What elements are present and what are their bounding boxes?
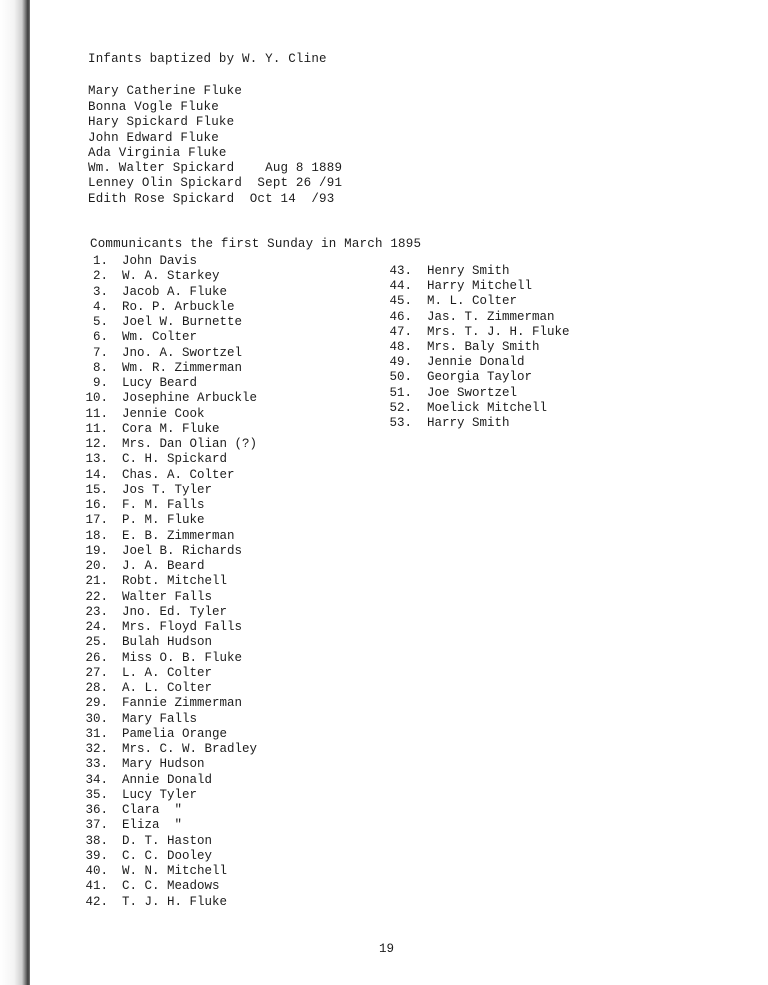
communicant-name: W. N. Mitchell (122, 864, 228, 878)
communicant-name: Jennie Cook (122, 406, 205, 421)
communicant-number: 8. (92, 360, 108, 375)
communicant-number: 47. (389, 324, 412, 339)
communicant-number: 23. (85, 604, 108, 619)
communicant-number: 49. (389, 355, 412, 370)
communicant-name: F. M. Falls (122, 498, 205, 512)
communicant-name: Wm. Colter (122, 330, 198, 345)
communicant-number: 45. (389, 294, 412, 309)
infant-name: Bonna Vogle Fluke (88, 100, 219, 114)
communicant-name: Miss O. B. Fluke (122, 650, 243, 665)
communicant-number: 42. (85, 894, 108, 909)
communicant-name: Joel B. Richards (122, 543, 243, 558)
infant-name: Mary Catherine Fluke (88, 84, 243, 98)
communicant-number: 31. (85, 726, 108, 741)
communicant-name: Lucy Tyler (122, 787, 198, 802)
communicant-name: C. C. Dooley (122, 848, 213, 863)
communicant-name: C. C. Meadows (122, 879, 220, 894)
communicant-name: C. H. Spickard (122, 452, 228, 467)
communicant-name: M. L. Colter (427, 294, 518, 309)
infant-name: Edith Rose Spickard Oct 14 /93 (88, 192, 335, 206)
communicant-name: Mrs. Baly Smith (427, 340, 540, 354)
communicant-name: Mrs. T. J. H. Fluke (427, 324, 570, 339)
communicant-number: 29. (85, 696, 108, 711)
communicant-number: 51. (389, 385, 412, 400)
communicants-heading: Communicants the first Sunday in March 1895 (90, 237, 422, 251)
communicant-number: 11. (85, 421, 108, 436)
communicant-name: Jos T. Tyler (122, 482, 213, 497)
communicant-name: Jno. A. Swortzel (122, 345, 243, 360)
communicant-number: 50. (389, 370, 412, 385)
communicant-number: 44. (389, 279, 412, 294)
communicant-number: 33. (85, 757, 108, 772)
communicant-number: 13. (85, 452, 108, 467)
communicant-number: 53. (389, 416, 412, 430)
communicant-number: 52. (389, 400, 412, 415)
communicant-name: Pamelia Orange (122, 726, 228, 741)
communicant-number: 17. (85, 513, 108, 528)
communicant-name: Clara " (122, 803, 183, 817)
communicant-number: 38. (85, 833, 108, 848)
communicant-name: T. J. H. Fluke (122, 894, 228, 909)
communicant-name: D. T. Haston (122, 833, 213, 848)
communicant-number: 39. (85, 848, 108, 863)
communicant-number: 16. (85, 498, 108, 512)
communicant-number: 7. (92, 345, 108, 360)
communicant-number: 24. (85, 620, 108, 634)
communicant-number: 9. (92, 376, 108, 390)
communicant-number: 35. (85, 787, 108, 802)
communicant-name: Jennie Donald (427, 355, 525, 370)
communicant-number: 1. (92, 254, 108, 268)
communicant-name: Harry Mitchell (427, 279, 533, 294)
communicant-number: 20. (85, 559, 108, 573)
communicant-number: 10. (85, 391, 108, 406)
communicant-number: 11. (85, 406, 108, 421)
infant-name: Lenney Olin Spickard Sept 26 /91 (88, 176, 343, 190)
infant-name: Wm. Walter Spickard Aug 8 1889 (88, 161, 343, 175)
communicant-name: W. A. Starkey (122, 269, 220, 284)
communicant-number: 15. (85, 482, 108, 497)
communicant-name: Harry Smith (427, 416, 510, 430)
communicant-number: 40. (85, 864, 108, 878)
communicant-name: Eliza " (122, 818, 183, 833)
communicant-name: Henry Smith (427, 264, 510, 278)
communicant-name: L. A. Colter (122, 665, 213, 680)
communicant-name: Lucy Beard (122, 376, 198, 390)
communicant-number: 48. (389, 340, 412, 354)
communicant-name: P. M. Fluke (122, 513, 205, 528)
communicant-name: Jas. T. Zimmerman (427, 309, 555, 324)
communicant-name: Fannie Zimmerman (122, 696, 243, 711)
communicant-number: 46. (389, 309, 412, 324)
communicant-number: 30. (85, 711, 108, 726)
communicant-name: Robt. Mitchell (122, 574, 228, 589)
communicant-number: 5. (92, 315, 108, 329)
communicant-number: 22. (85, 589, 108, 604)
communicant-number: 32. (85, 742, 108, 756)
communicant-name: Joe Swortzel (427, 385, 518, 400)
communicant-number: 27. (85, 665, 108, 680)
infant-name: Hary Spickard Fluke (88, 115, 235, 129)
communicant-number: 19. (85, 543, 108, 558)
communicant-number: 43. (389, 264, 412, 278)
infants-heading: Infants baptized by W. Y. Cline (88, 52, 327, 66)
communicant-name: Georgia Taylor (427, 370, 533, 385)
communicant-number: 6. (92, 330, 108, 345)
infant-name: John Edward Fluke (88, 131, 219, 145)
communicant-number: 26. (85, 650, 108, 665)
communicant-name: J. A. Beard (122, 559, 205, 573)
communicant-name: Wm. R. Zimmerman (122, 360, 243, 375)
communicant-name: Josephine Arbuckle (122, 391, 258, 406)
communicant-number: 41. (85, 879, 108, 894)
communicant-number: 14. (85, 467, 108, 482)
communicant-name: A. L. Colter (122, 681, 213, 695)
communicant-number: 4. (92, 299, 108, 314)
communicant-number: 21. (85, 574, 108, 589)
communicant-name: Annie Donald (122, 772, 213, 787)
communicant-name: Mary Falls (122, 711, 198, 726)
page-number: 19 (379, 942, 395, 956)
communicant-name: Walter Falls (122, 589, 213, 604)
infant-name: Ada Virginia Fluke (88, 146, 227, 160)
communicant-name: Mrs. Floyd Falls (122, 620, 243, 634)
communicant-name: Mrs. C. W. Bradley (122, 742, 258, 756)
communicant-name: Bulah Hudson (122, 635, 213, 650)
communicant-number: 3. (92, 284, 108, 299)
communicant-name: Jacob A. Fluke (122, 284, 228, 299)
communicant-name: Ro. P. Arbuckle (122, 299, 235, 314)
communicant-number: 25. (85, 635, 108, 650)
communicant-number: 37. (85, 818, 108, 833)
communicant-name: Moelick Mitchell (427, 400, 548, 415)
communicant-number: 12. (85, 437, 108, 451)
communicant-name: John Davis (122, 254, 198, 268)
communicant-name: Cora M. Fluke (122, 421, 220, 436)
communicant-number: 18. (85, 528, 108, 543)
communicant-name: Joel W. Burnette (122, 315, 243, 329)
communicant-number: 34. (85, 772, 108, 787)
communicant-name: E. B. Zimmerman (122, 528, 235, 543)
communicant-number: 2. (92, 269, 108, 284)
communicant-number: 28. (85, 681, 108, 695)
communicant-name: Mrs. Dan Olian (?) (122, 437, 258, 451)
communicant-name: Chas. A. Colter (122, 467, 235, 482)
communicant-name: Jno. Ed. Tyler (122, 604, 228, 619)
communicant-name: Mary Hudson (122, 757, 205, 772)
communicant-number: 36. (85, 803, 108, 817)
